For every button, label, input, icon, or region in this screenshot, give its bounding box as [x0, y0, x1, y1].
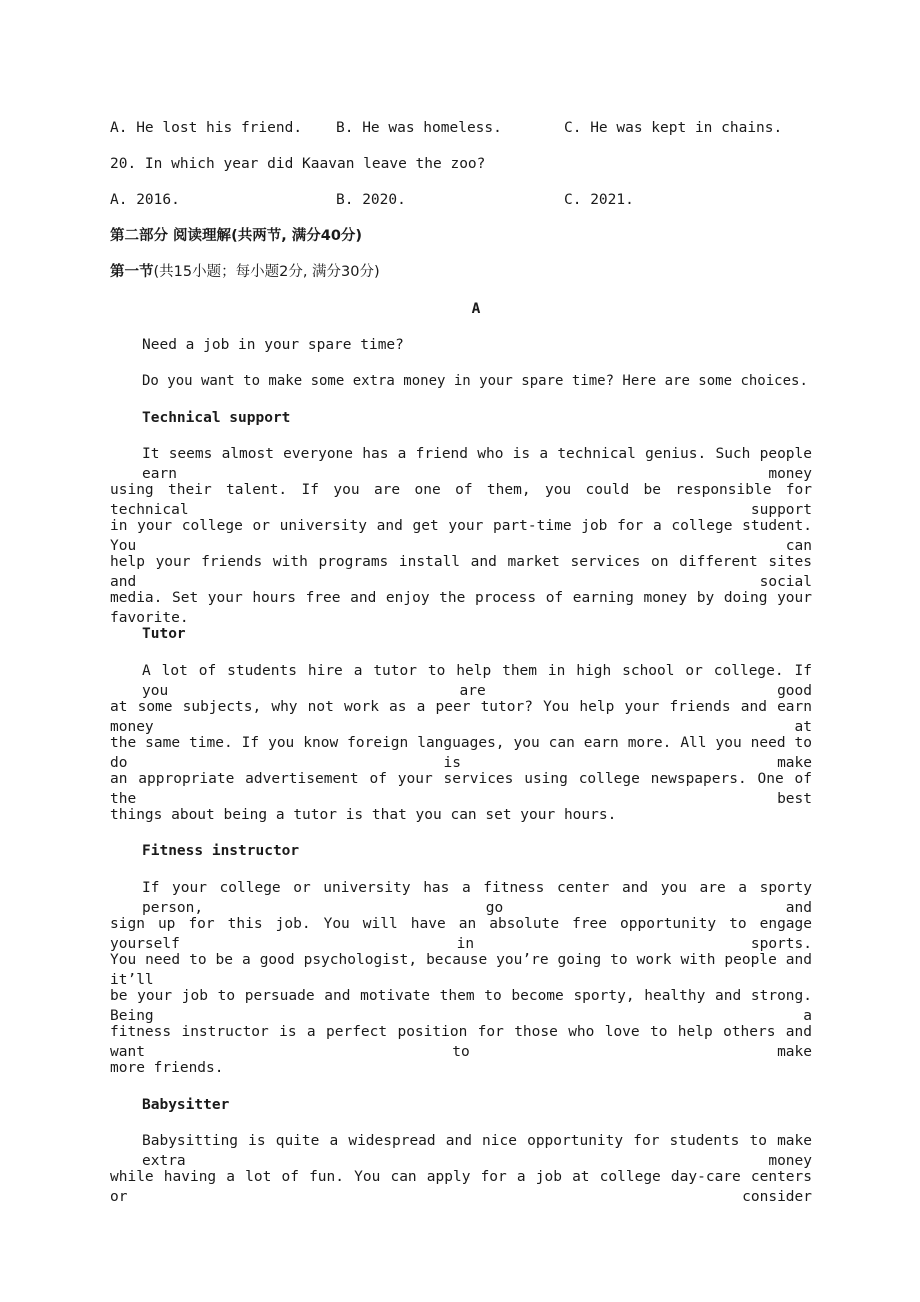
q19-option-a: A. He lost his friend. [110, 120, 303, 136]
paragraph-line: It seems almost everyone has a friend who is a technical genius. Such people earn money [142, 446, 812, 482]
paragraph-line: You need to be a good psychologist, because you’re going to work with people and it’ll [110, 952, 812, 988]
paragraph-line: using their talent. If you are one of them, you could be responsible for technical support [110, 482, 812, 518]
section1-title-bold: 第一节 [110, 264, 154, 280]
part2-title [110, 226, 362, 246]
section1-title-rest: (共15小题；每小题2分, 满分30分) [153, 264, 380, 280]
paragraph-line: be your job to persuade and motivate them to become sporty, healthy and strong. Being a [110, 988, 812, 1024]
section1-title [110, 262, 380, 282]
passage-title: Need a job in your spare time? [142, 337, 404, 353]
paragraph-line: at some subjects, why not work as a peer tutor? You help your friends and earn money at [110, 699, 812, 735]
section-heading-fitness-instructor: Fitness instructor [142, 843, 300, 859]
paragraph-line: more friends. [110, 1060, 224, 1076]
section-heading-tutor: Tutor [142, 626, 186, 642]
q19-option-b: B. He was homeless. [336, 120, 502, 136]
q20-question: 20. In which year did Kaavan leave the zoo? [110, 156, 486, 172]
paragraph-line: the same time. If you know foreign languages, you can earn more. All you need to do is make [110, 735, 812, 771]
paragraph-line: fitness instructor is a perfect position for those who love to help others and want to make [110, 1024, 812, 1060]
paragraph-line: while having a lot of fun. You can apply for a job at college day-care centers or consider [110, 1169, 812, 1205]
paragraph-line: If your college or university has a fitness center and you are a sporty person, go and [142, 880, 812, 916]
paragraph-line: help your friends with programs install and market services on different sites and social [110, 554, 812, 590]
passage-intro: Do you want to make some extra money in your spare time? Here are some choices. [142, 373, 808, 389]
paragraph-line: Babysitting is quite a widespread and nice opportunity for students to make extra money [142, 1133, 812, 1169]
q20-option-a: A. 2016. [110, 192, 180, 208]
section-heading-technical-support: Technical support [142, 410, 291, 426]
q20-option-c: C. 2021. [564, 192, 634, 208]
part2-title-bold: 第二部分 阅读理解 [110, 228, 232, 244]
paragraph-line: an appropriate advertisement of your services using college newspapers. One of the best [110, 771, 812, 807]
paragraph-line: things about being a tutor is that you can set your hours. [110, 807, 617, 823]
paragraph-line: in your college or university and get your part-time job for a college student. You can [110, 518, 812, 554]
q20-option-b: B. 2020. [336, 192, 406, 208]
paragraph-line: sign up for this job. You will have an absolute free opportunity to engage yourself in sports. [110, 916, 812, 952]
passage-letter: A [471, 301, 481, 317]
paragraph-line: media. Set your hours free and enjoy the process of earning money by doing your favorite. [110, 590, 812, 626]
paragraph-line: A lot of students hire a tutor to help them in high school or college. If you are good [142, 663, 812, 699]
part2-title-rest: (共两节, 满分40分) [231, 228, 363, 244]
q19-option-c: C. He was kept in chains. [564, 120, 783, 136]
section-heading-babysitter: Babysitter [142, 1097, 230, 1113]
